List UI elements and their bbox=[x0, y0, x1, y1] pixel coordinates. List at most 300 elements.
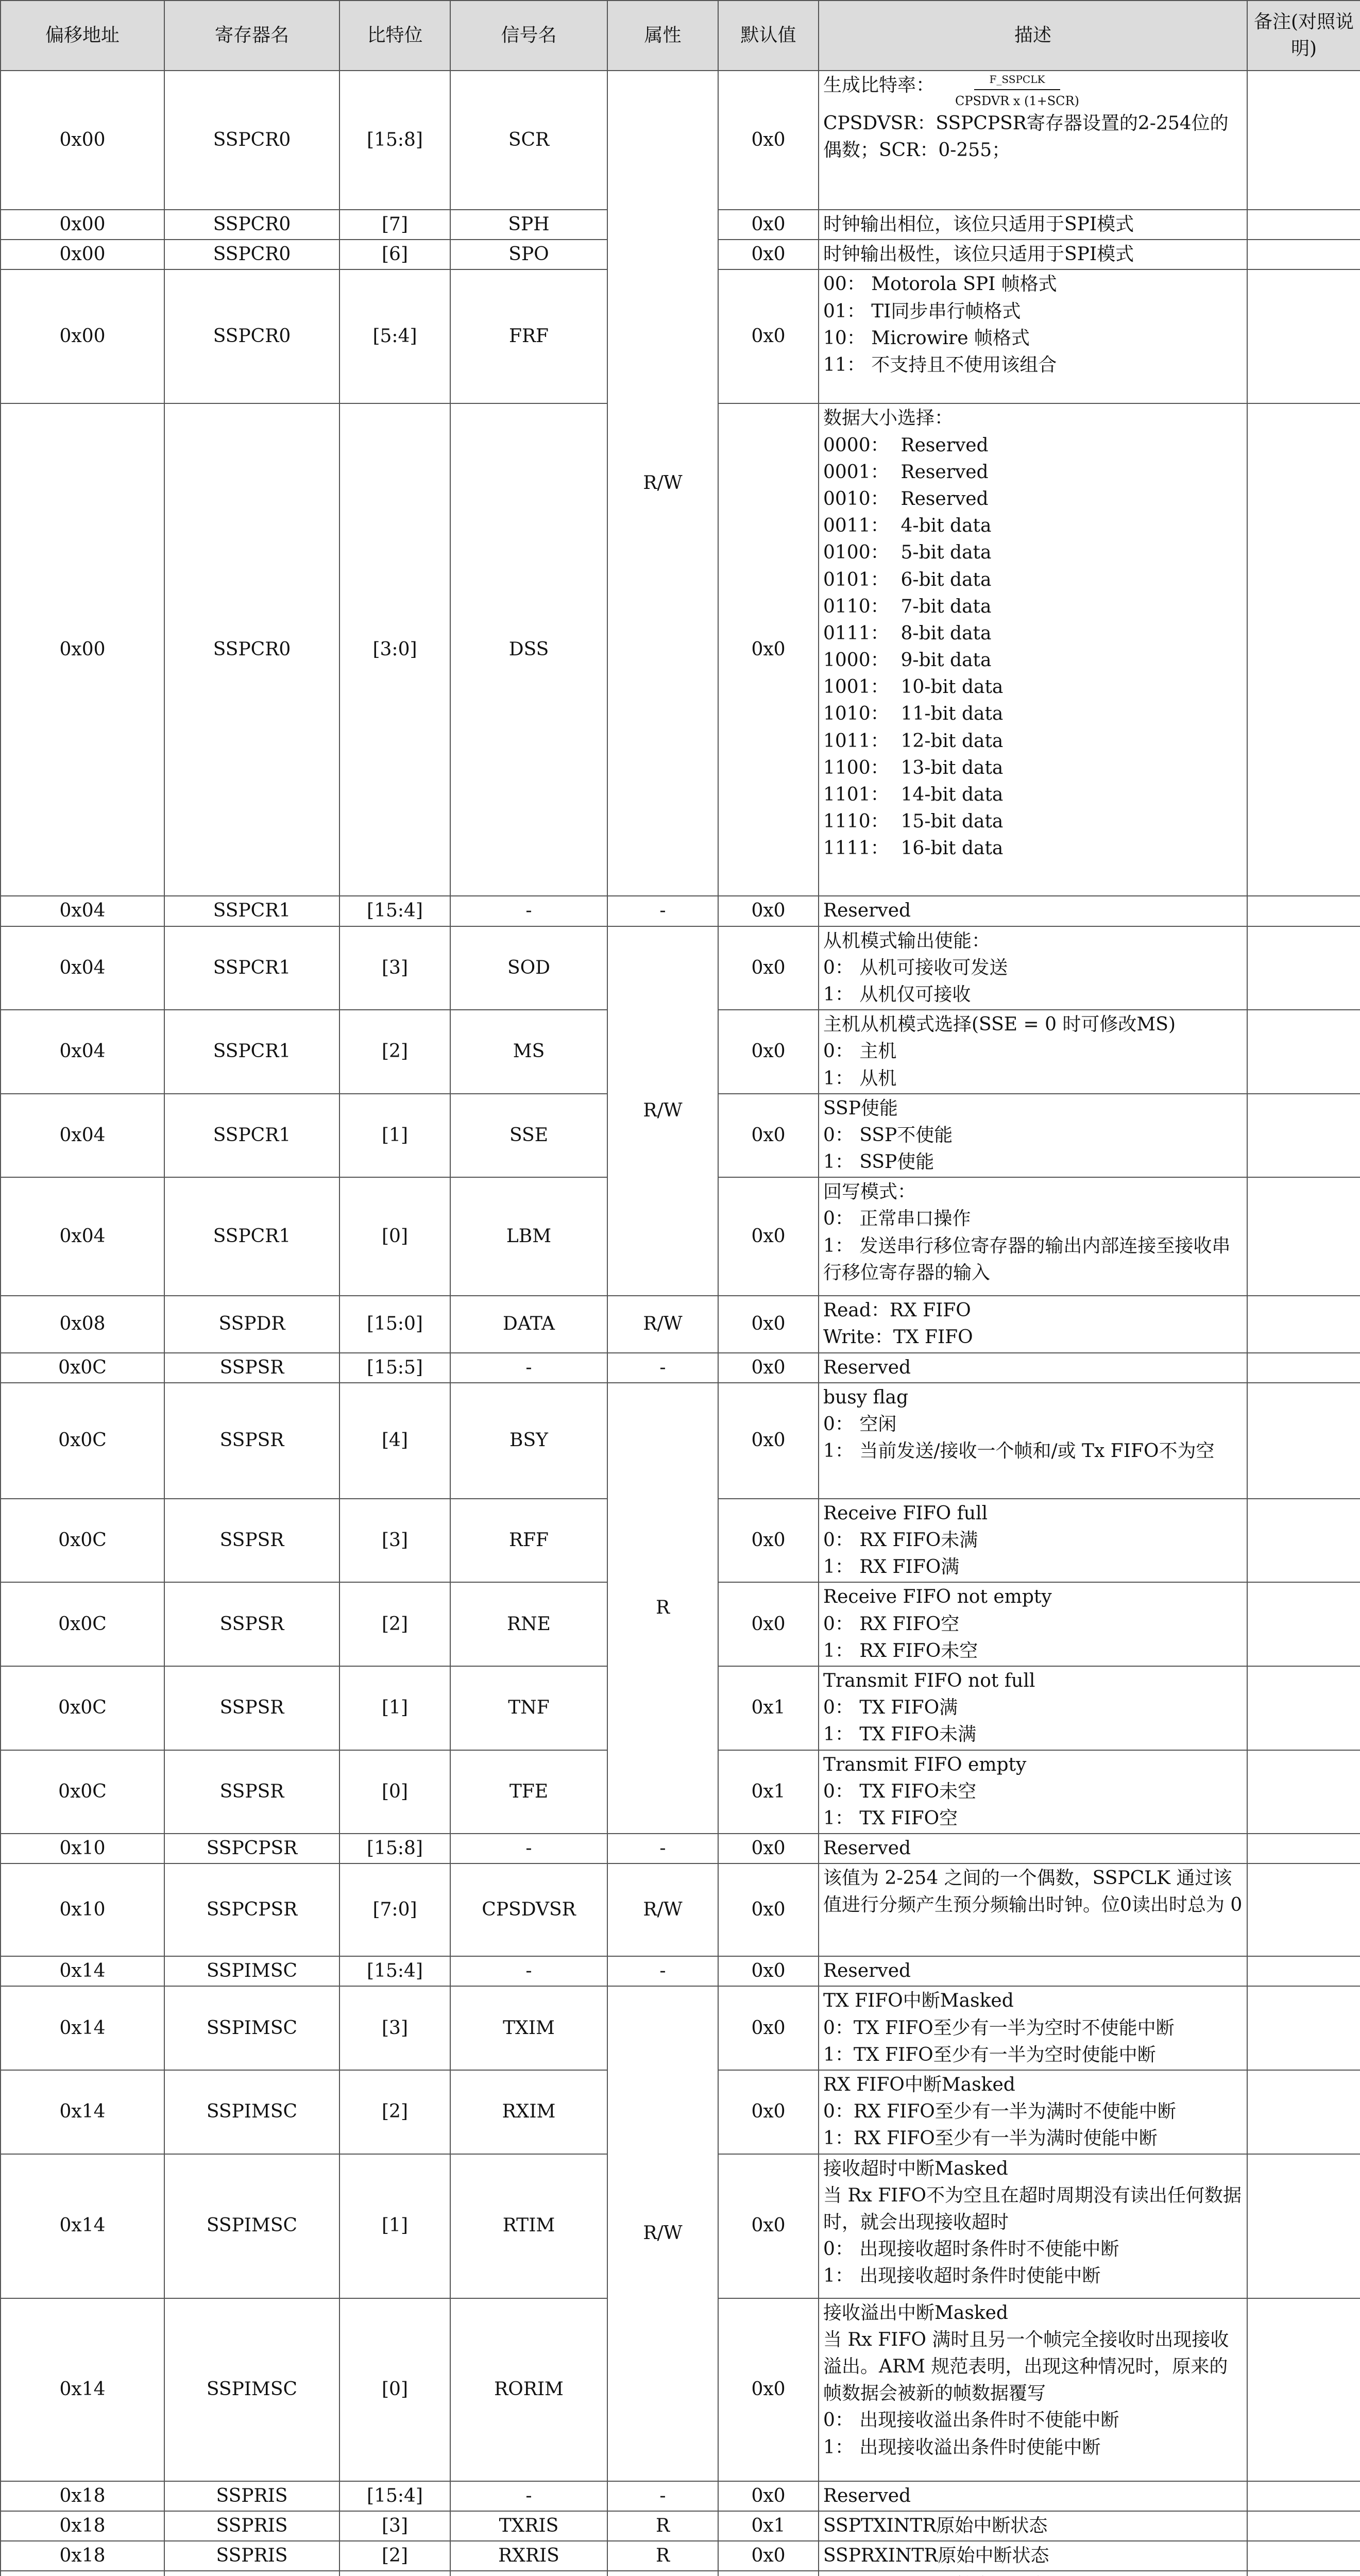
attribute-cell: R bbox=[607, 2511, 718, 2541]
signal-name-cell: FRF bbox=[450, 269, 607, 403]
description-line: 0000： Reserved bbox=[823, 434, 989, 456]
description-line: SSPRXINTR原始中断状态 bbox=[823, 2545, 1049, 2566]
description-line: SSP使能 bbox=[823, 1097, 898, 1119]
offset-cell: 0x10 bbox=[1, 1863, 164, 1956]
default-value-cell: 0x0 bbox=[718, 1177, 819, 1296]
signal-name-cell: SCR bbox=[450, 71, 607, 210]
description-line: 生成比特率： bbox=[823, 75, 935, 96]
description-cell bbox=[819, 1296, 1247, 1352]
note-cell bbox=[1247, 403, 1360, 896]
offset-cell: 0x00 bbox=[1, 71, 164, 210]
description-cell bbox=[819, 2571, 1247, 2576]
table-row bbox=[1, 926, 1360, 1010]
offset-cell: 0x00 bbox=[1, 269, 164, 403]
description-line: TX FIFO中断Masked bbox=[823, 1990, 1014, 2012]
description-cell bbox=[819, 1353, 1247, 1383]
bit-range-cell: [15:4] bbox=[339, 1956, 450, 1986]
description-line: 0： 主机 bbox=[823, 1041, 897, 1062]
attribute-cell: R/W bbox=[607, 1863, 718, 1956]
signal-name-cell: RFF bbox=[450, 1499, 607, 1583]
description-line: 从机模式输出使能： bbox=[823, 930, 991, 952]
default-value-cell: 0x0 bbox=[718, 2154, 819, 2298]
description-line: Reserved bbox=[823, 1357, 911, 1378]
description-line bbox=[823, 2572, 1243, 2576]
default-value-cell: 0x0 bbox=[718, 240, 819, 269]
description-line: 0： SSP不使能 bbox=[823, 1124, 953, 1146]
header-cell: 信号名 bbox=[450, 1, 607, 71]
register-name-cell bbox=[164, 2571, 339, 2576]
offset-cell: 0x0C bbox=[1, 1666, 164, 1750]
signal-name-cell: - bbox=[450, 896, 607, 926]
default-value-cell: 0x0 bbox=[718, 1986, 819, 2070]
description-line: Transmit FIFO empty bbox=[823, 1754, 1027, 1775]
offset-cell: 0x00 bbox=[1, 210, 164, 240]
header-cell: 比特位 bbox=[339, 1, 450, 71]
description-line: Transmit FIFO not full bbox=[823, 1670, 1035, 1691]
table-row bbox=[1, 1956, 1360, 1986]
offset-cell: 0x14 bbox=[1, 2154, 164, 2298]
table-row bbox=[1, 71, 1360, 210]
bit-range-cell: [7:0] bbox=[339, 1863, 450, 1956]
description-line: CPSDVSR：SSPCPSR寄存器设置的2-254位的偶数；SCR：0-255； bbox=[823, 112, 1229, 161]
signal-name-cell: RTIM bbox=[450, 2154, 607, 2298]
default-value-cell: 0x0 bbox=[718, 2481, 819, 2511]
description-line: 0010： Reserved bbox=[823, 488, 989, 510]
description-line: 0： 正常串口操作 bbox=[823, 1208, 971, 1230]
table-row bbox=[1, 2541, 1360, 2571]
default-value-cell: 0x0 bbox=[718, 1956, 819, 1986]
header-cell: 默认值 bbox=[718, 1, 819, 71]
note-cell bbox=[1247, 2541, 1360, 2571]
attribute-cell bbox=[607, 2571, 718, 2576]
description-cell bbox=[819, 2541, 1247, 2571]
description-line: 1： 发送串行移位寄存器的输出内部连接至接收串行移位寄存器的输入 bbox=[823, 1235, 1231, 1283]
default-value-cell: 0x0 bbox=[718, 210, 819, 240]
description-line: 0： RX FIFO空 bbox=[823, 1613, 960, 1635]
attribute-cell: - bbox=[607, 1956, 718, 1986]
register-name-cell: SSPSR bbox=[164, 1353, 339, 1383]
note-cell bbox=[1247, 1956, 1360, 1986]
note-cell bbox=[1247, 1353, 1360, 1383]
table-row bbox=[1, 1986, 1360, 2070]
bit-range-cell: [2] bbox=[339, 2070, 450, 2154]
offset-cell: 0x0C bbox=[1, 1582, 164, 1666]
register-name-cell: SSPIMSC bbox=[164, 2070, 339, 2154]
default-value-cell: 0x0 bbox=[718, 926, 819, 1010]
description-line: 1：TX FIFO至少有一半为空时使能中断 bbox=[823, 2044, 1156, 2065]
signal-name-cell: RXRIS bbox=[450, 2541, 607, 2571]
description-cell bbox=[819, 240, 1247, 269]
attribute-cell: R/W bbox=[607, 926, 718, 1296]
note-cell bbox=[1247, 2298, 1360, 2481]
register-name-cell: SSPRIS bbox=[164, 2481, 339, 2511]
description-line: 0： TX FIFO满 bbox=[823, 1697, 958, 1719]
description-line: 当 Rx FIFO不为空且在超时周期没有读出任何数据时，就会出现接收超时 bbox=[823, 2184, 1242, 2233]
description-cell bbox=[819, 1666, 1247, 1750]
offset-cell: 0x18 bbox=[1, 2481, 164, 2511]
offset-cell: 0x04 bbox=[1, 926, 164, 1010]
table-row bbox=[1, 1383, 1360, 1499]
offset-cell: 0x18 bbox=[1, 2541, 164, 2571]
bit-range-cell: [3:0] bbox=[339, 403, 450, 896]
description-line: 0： TX FIFO未空 bbox=[823, 1781, 977, 1802]
description-cell bbox=[819, 1499, 1247, 1583]
signal-name-cell bbox=[450, 2571, 607, 2576]
attribute-cell: - bbox=[607, 1353, 718, 1383]
note-cell bbox=[1247, 1296, 1360, 1352]
description-line: 0： RX FIFO未满 bbox=[823, 1530, 978, 1551]
signal-name-cell: RNE bbox=[450, 1582, 607, 1666]
default-value-cell: 0x0 bbox=[718, 1010, 819, 1094]
header-cell: 描述 bbox=[819, 1, 1247, 71]
bit-range-cell: [1] bbox=[339, 1094, 450, 1178]
description-cell bbox=[819, 1956, 1247, 1986]
formula-fraction bbox=[955, 72, 1079, 110]
bit-range-cell: [15:0] bbox=[339, 1296, 450, 1352]
register-name-cell: SSPSR bbox=[164, 1499, 339, 1583]
table-row bbox=[1, 2571, 1360, 2576]
default-value-cell: 0x0 bbox=[718, 1383, 819, 1499]
note-cell bbox=[1247, 1986, 1360, 2070]
bit-range-cell: [6] bbox=[339, 240, 450, 269]
table-row bbox=[1, 2481, 1360, 2511]
offset-cell: 0x14 bbox=[1, 2070, 164, 2154]
note-cell bbox=[1247, 1834, 1360, 1863]
bit-range-cell: [2] bbox=[339, 2541, 450, 2571]
description-cell bbox=[819, 2481, 1247, 2511]
description-line: 10： Microwire 帧格式 bbox=[823, 327, 1030, 349]
description-line: 时钟输出极性，该位只适用于SPI模式 bbox=[823, 244, 1134, 265]
description-cell bbox=[819, 1986, 1247, 2070]
description-line: 1110： 15-bit data bbox=[823, 811, 1004, 833]
description-line: Reserved bbox=[823, 1960, 911, 1982]
bitrate-formula bbox=[823, 72, 1243, 110]
description-line: 1000： 9-bit data bbox=[823, 650, 992, 671]
register-name-cell: SSPIMSC bbox=[164, 1986, 339, 2070]
description-line: 1010： 11-bit data bbox=[823, 703, 1004, 725]
default-value-cell: 0x0 bbox=[718, 71, 819, 210]
description-line: 0： 从机可接收可发送 bbox=[823, 957, 1008, 978]
offset-cell: 0x14 bbox=[1, 1986, 164, 2070]
table-row bbox=[1, 896, 1360, 926]
register-name-cell: SSPSR bbox=[164, 1582, 339, 1666]
description-cell bbox=[819, 1750, 1247, 1834]
description-line: 1001： 10-bit data bbox=[823, 676, 1004, 698]
offset-cell: 0x14 bbox=[1, 2298, 164, 2481]
table-row bbox=[1, 1863, 1360, 1956]
signal-name-cell: TNF bbox=[450, 1666, 607, 1750]
default-value-cell: 0x1 bbox=[718, 2511, 819, 2541]
default-value-cell bbox=[718, 2571, 819, 2576]
table-row bbox=[1, 1296, 1360, 1352]
description-line: Reserved bbox=[823, 2485, 911, 2506]
bit-range-cell: [2] bbox=[339, 1582, 450, 1666]
note-cell bbox=[1247, 1010, 1360, 1094]
register-name-cell: SSPCR0 bbox=[164, 71, 339, 210]
description-line: 1： SSP使能 bbox=[823, 1151, 934, 1173]
note-cell bbox=[1247, 2154, 1360, 2298]
bit-range-cell: [0] bbox=[339, 2298, 450, 2481]
bit-range-cell: [3] bbox=[339, 2511, 450, 2541]
formula-numerator: F_SSPCLK bbox=[974, 72, 1061, 90]
description-cell bbox=[819, 1834, 1247, 1863]
signal-name-cell: TXIM bbox=[450, 1986, 607, 2070]
description-line: Receive FIFO not empty bbox=[823, 1586, 1052, 1608]
default-value-cell: 0x0 bbox=[718, 269, 819, 403]
description-cell bbox=[819, 2298, 1247, 2481]
default-value-cell: 0x0 bbox=[718, 1863, 819, 1956]
description-line: Reserved bbox=[823, 900, 911, 922]
register-name-cell: SSPSR bbox=[164, 1666, 339, 1750]
default-value-cell: 0x1 bbox=[718, 1666, 819, 1750]
offset-cell: 0x04 bbox=[1, 1010, 164, 1094]
register-name-cell: SSPRIS bbox=[164, 2511, 339, 2541]
register-name-cell: SSPCR0 bbox=[164, 210, 339, 240]
default-value-cell: 0x0 bbox=[718, 896, 819, 926]
bit-range-cell: [4] bbox=[339, 1383, 450, 1499]
note-cell bbox=[1247, 240, 1360, 269]
note-cell bbox=[1247, 1750, 1360, 1834]
description-line: 01： TI同步串行帧格式 bbox=[823, 300, 1021, 322]
bit-range-cell: [1] bbox=[339, 2154, 450, 2298]
note-cell bbox=[1247, 896, 1360, 926]
register-name-cell: SSPCR1 bbox=[164, 1010, 339, 1094]
default-value-cell: 0x0 bbox=[718, 1353, 819, 1383]
attribute-cell: R/W bbox=[607, 71, 718, 896]
note-cell bbox=[1247, 2070, 1360, 2154]
offset-cell: 0x04 bbox=[1, 1177, 164, 1296]
description-line: 接收超时中断Masked bbox=[823, 2158, 1008, 2179]
bit-range-cell: [3] bbox=[339, 1499, 450, 1583]
register-name-cell: SSPCR1 bbox=[164, 926, 339, 1010]
description-cell bbox=[819, 896, 1247, 926]
bit-range-cell: [1] bbox=[339, 1666, 450, 1750]
bit-range-cell: [15:5] bbox=[339, 1353, 450, 1383]
register-name-cell: SSPSR bbox=[164, 1750, 339, 1834]
signal-name-cell: - bbox=[450, 1353, 607, 1383]
attribute-cell: R/W bbox=[607, 1296, 718, 1352]
description-line: 1：RX FIFO至少有一半为满时使能中断 bbox=[823, 2128, 1158, 2149]
description-cell bbox=[819, 210, 1247, 240]
signal-name-cell: SSE bbox=[450, 1094, 607, 1178]
description-line: 接收溢出中断Masked bbox=[823, 2302, 1008, 2324]
note-cell bbox=[1247, 1177, 1360, 1296]
note-cell bbox=[1247, 210, 1360, 240]
offset-cell: 0x00 bbox=[1, 403, 164, 896]
signal-name-cell: BSY bbox=[450, 1383, 607, 1499]
signal-name-cell: DSS bbox=[450, 403, 607, 896]
bit-range-cell: [2] bbox=[339, 1010, 450, 1094]
description-cell bbox=[819, 2154, 1247, 2298]
signal-name-cell: LBM bbox=[450, 1177, 607, 1296]
description-line: busy flag bbox=[823, 1386, 909, 1408]
note-cell bbox=[1247, 2511, 1360, 2541]
description-line: 时钟输出相位，该位只适用于SPI模式 bbox=[823, 214, 1134, 235]
note-cell bbox=[1247, 1094, 1360, 1178]
offset-cell: 0x0C bbox=[1, 1353, 164, 1383]
note-cell bbox=[1247, 1582, 1360, 1666]
signal-name-cell: TFE bbox=[450, 1750, 607, 1834]
note-cell bbox=[1247, 2481, 1360, 2511]
register-name-cell: SSPCPSR bbox=[164, 1863, 339, 1956]
description-line: 0110： 7-bit data bbox=[823, 596, 992, 617]
description-line: 1： TX FIFO空 bbox=[823, 1807, 958, 1829]
table-row bbox=[1, 2511, 1360, 2541]
offset-cell: 0x14 bbox=[1, 1956, 164, 1986]
register-name-cell: SSPRIS bbox=[164, 2541, 339, 2571]
description-line: 0：TX FIFO至少有一半为空时不使能中断 bbox=[823, 2017, 1175, 2039]
description-line: 0： 空闲 bbox=[823, 1414, 897, 1435]
description-line: 0100： 5-bit data bbox=[823, 542, 992, 564]
note-cell bbox=[1247, 2571, 1360, 2576]
description-line: 1： 从机 bbox=[823, 1067, 897, 1089]
description-cell bbox=[819, 403, 1247, 896]
default-value-cell: 0x0 bbox=[718, 1094, 819, 1178]
description-line: 1111： 16-bit data bbox=[823, 838, 1004, 859]
signal-name-cell: RORIM bbox=[450, 2298, 607, 2481]
offset-cell: 0x10 bbox=[1, 1834, 164, 1863]
register-name-cell: SSPSR bbox=[164, 1383, 339, 1499]
description-line: 0： 出现接收超时条件时不使能中断 bbox=[823, 2239, 1119, 2260]
bit-range-cell: [0] bbox=[339, 1177, 450, 1296]
bit-range-cell bbox=[339, 2571, 450, 2576]
register-name-cell: SSPCR0 bbox=[164, 240, 339, 269]
note-cell bbox=[1247, 1863, 1360, 1956]
signal-name-cell: SPH bbox=[450, 210, 607, 240]
description-line: 11： 不支持且不使用该组合 bbox=[823, 354, 1057, 376]
description-line: 1： 出现接收溢出条件时使能中断 bbox=[823, 2436, 1101, 2458]
attribute-cell: - bbox=[607, 896, 718, 926]
description-line: Receive FIFO full bbox=[823, 1502, 988, 1524]
register-name-cell: SSPCR0 bbox=[164, 403, 339, 896]
description-line: 1101： 14-bit data bbox=[823, 784, 1004, 805]
offset-cell: 0x08 bbox=[1, 1296, 164, 1352]
default-value-cell: 0x1 bbox=[718, 1750, 819, 1834]
note-cell bbox=[1247, 71, 1360, 210]
default-value-cell: 0x0 bbox=[718, 1834, 819, 1863]
bit-range-cell: [15:8] bbox=[339, 71, 450, 210]
description-line: 1： RX FIFO满 bbox=[823, 1556, 960, 1578]
description-line: 0111： 8-bit data bbox=[823, 622, 992, 644]
description-line: 0101： 6-bit data bbox=[823, 569, 992, 590]
offset-cell: 0x0C bbox=[1, 1750, 164, 1834]
note-cell bbox=[1247, 926, 1360, 1010]
description-cell bbox=[819, 1383, 1247, 1499]
register-name-cell: SSPCR0 bbox=[164, 269, 339, 403]
signal-name-cell: TXRIS bbox=[450, 2511, 607, 2541]
default-value-cell: 0x0 bbox=[718, 1296, 819, 1352]
attribute-cell: R/W bbox=[607, 1986, 718, 2481]
description-cell bbox=[819, 1177, 1247, 1296]
description-line: 0001： Reserved bbox=[823, 461, 989, 483]
description-line: Write：TX FIFO bbox=[823, 1327, 973, 1348]
register-name-cell: SSPCPSR bbox=[164, 1834, 339, 1863]
offset-cell: 0x04 bbox=[1, 896, 164, 926]
signal-name-cell: SPO bbox=[450, 240, 607, 269]
description-cell bbox=[819, 269, 1247, 403]
default-value-cell: 0x0 bbox=[718, 2070, 819, 2154]
signal-name-cell: - bbox=[450, 1834, 607, 1863]
description-cell bbox=[819, 71, 1247, 210]
signal-name-cell: SOD bbox=[450, 926, 607, 1010]
signal-name-cell: MS bbox=[450, 1010, 607, 1094]
table-body bbox=[1, 71, 1360, 2576]
attribute-cell: R bbox=[607, 2541, 718, 2571]
table-row bbox=[1, 1353, 1360, 1383]
offset-cell: 0x0C bbox=[1, 1499, 164, 1583]
register-name-cell: SSPDR bbox=[164, 1296, 339, 1352]
bit-range-cell: [15:4] bbox=[339, 2481, 450, 2511]
table-header-row bbox=[1, 1, 1360, 71]
description-line: 当 Rx FIFO 满时且另一个帧完全接收时出现接收溢出。ARM 规范表明，出现这种情况时，原来的帧数据会被新的帧数据覆写 bbox=[823, 2329, 1229, 2404]
attribute-cell: R bbox=[607, 1383, 718, 1834]
description-cell bbox=[819, 1863, 1247, 1956]
default-value-cell: 0x0 bbox=[718, 2298, 819, 2481]
description-line: 1： 从机仅可接收 bbox=[823, 984, 971, 1005]
default-value-cell: 0x0 bbox=[718, 1582, 819, 1666]
description-line: 1100： 13-bit data bbox=[823, 757, 1004, 778]
description-line: 1： TX FIFO未满 bbox=[823, 1724, 977, 1745]
bit-range-cell: [7] bbox=[339, 210, 450, 240]
description-line: SSPTXINTR原始中断状态 bbox=[823, 2515, 1048, 2536]
description-line: 1： 出现接收超时条件时使能中断 bbox=[823, 2265, 1101, 2287]
offset-cell bbox=[1, 2571, 164, 2576]
bit-range-cell: [15:8] bbox=[339, 1834, 450, 1863]
description-cell bbox=[819, 1010, 1247, 1094]
offset-cell: 0x0C bbox=[1, 1383, 164, 1499]
description-line: 00： Motorola SPI 帧格式 bbox=[823, 274, 1057, 295]
signal-name-cell: CPSDVSR bbox=[450, 1863, 607, 1956]
default-value-cell: 0x0 bbox=[718, 2541, 819, 2571]
table-row bbox=[1, 1834, 1360, 1863]
description-line: 数据大小选择： bbox=[823, 408, 954, 429]
default-value-cell: 0x0 bbox=[718, 1499, 819, 1583]
signal-name-cell: DATA bbox=[450, 1296, 607, 1352]
register-name-cell: SSPCR1 bbox=[164, 1177, 339, 1296]
default-value-cell: 0x0 bbox=[718, 403, 819, 896]
offset-cell: 0x00 bbox=[1, 240, 164, 269]
signal-name-cell: - bbox=[450, 1956, 607, 1986]
register-name-cell: SSPIMSC bbox=[164, 1956, 339, 1986]
attribute-cell: - bbox=[607, 1834, 718, 1863]
description-line: 0：RX FIFO至少有一半为满时不使能中断 bbox=[823, 2101, 1176, 2123]
note-cell bbox=[1247, 1383, 1360, 1499]
register-name-cell: SSPCR1 bbox=[164, 896, 339, 926]
description-line: Reserved bbox=[823, 1838, 911, 1859]
description-cell bbox=[819, 2511, 1247, 2541]
description-line: 主机从机模式选择(SSE = 0 时可修改MS) bbox=[823, 1014, 1176, 1036]
description-cell bbox=[819, 926, 1247, 1010]
note-cell bbox=[1247, 269, 1360, 403]
bit-range-cell: [5:4] bbox=[339, 269, 450, 403]
signal-name-cell: - bbox=[450, 2481, 607, 2511]
note-cell bbox=[1247, 1499, 1360, 1583]
description-line: 0011： 4-bit data bbox=[823, 515, 992, 537]
header-cell: 属性 bbox=[607, 1, 718, 71]
description-cell bbox=[819, 1582, 1247, 1666]
description-line: 1011： 12-bit data bbox=[823, 730, 1004, 752]
header-cell: 偏移地址 bbox=[1, 1, 164, 71]
description-cell bbox=[819, 2070, 1247, 2154]
description-line: RX FIFO中断Masked bbox=[823, 2074, 1015, 2095]
description-line: Read：RX FIFO bbox=[823, 1300, 971, 1321]
attribute-cell: - bbox=[607, 2481, 718, 2511]
bit-range-cell: [3] bbox=[339, 926, 450, 1010]
description-line: 回写模式： bbox=[823, 1181, 916, 1203]
offset-cell: 0x04 bbox=[1, 1094, 164, 1178]
description-line: 1： RX FIFO未空 bbox=[823, 1640, 978, 1662]
offset-cell: 0x18 bbox=[1, 2511, 164, 2541]
